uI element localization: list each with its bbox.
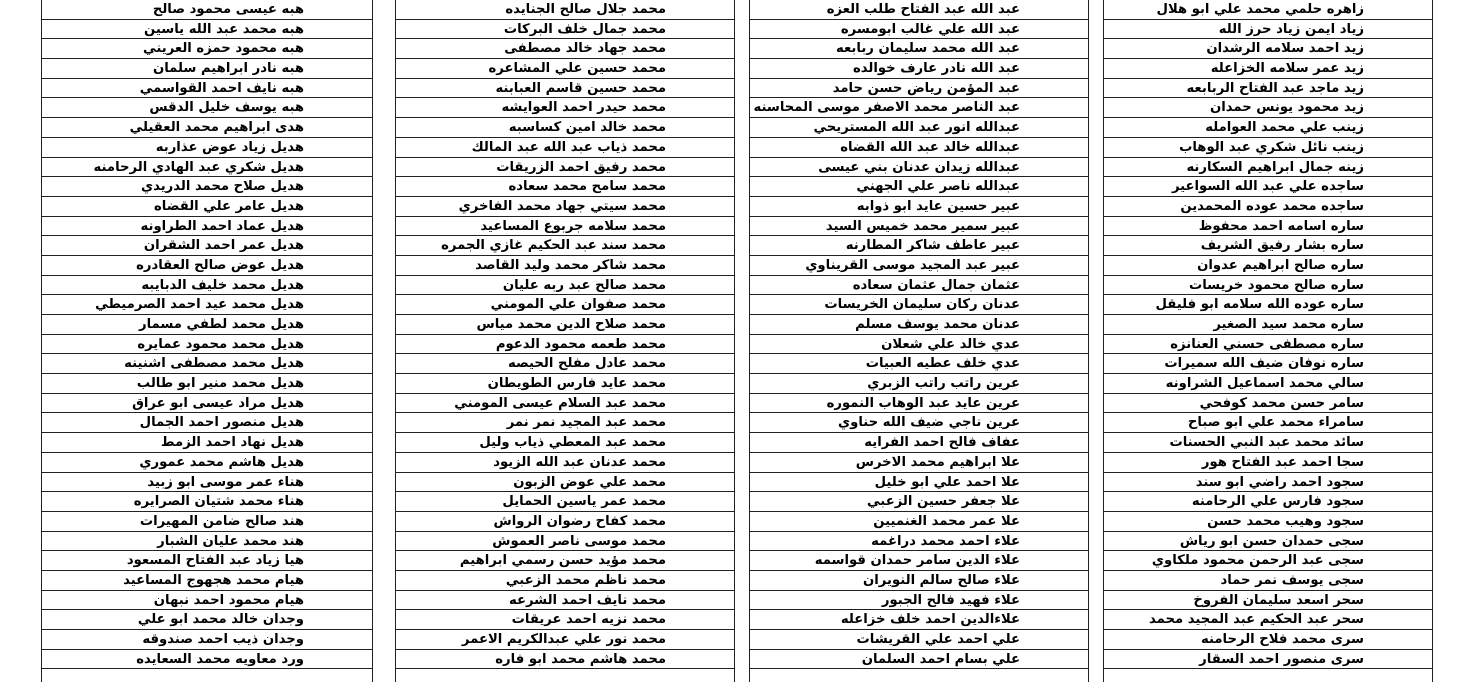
name-cell: عبدالله انور عبد الله المستريحي bbox=[750, 118, 1088, 138]
name-cell: سجود وهيب محمد حسن bbox=[1104, 512, 1432, 532]
name-cell: عبد المؤمن رياض حسن حامد bbox=[750, 79, 1088, 99]
name-cell: محمد نزيه احمد عريقات bbox=[396, 610, 734, 630]
name-cell: هبه عيسى محمود صالح bbox=[42, 0, 372, 20]
name-cell: محمد عدنان عبد الله الزيود bbox=[396, 453, 734, 473]
name-cell: هيام محمود احمد نبهان bbox=[42, 591, 372, 611]
name-cell: سجى عبد الرحمن محمود ملكاوي bbox=[1104, 551, 1432, 571]
name-cell: محمد علي عوض الزبون bbox=[396, 473, 734, 493]
name-cell: محمد عبد المعطي ذياب وليل bbox=[396, 433, 734, 453]
name-cell: سالي محمد اسماعيل الشراونه bbox=[1104, 374, 1432, 394]
name-cell: هيا زياد عبد الفتاح المسعود bbox=[42, 551, 372, 571]
name-cell: ساجده محمد عوده المحمدين bbox=[1104, 197, 1432, 217]
names-column-4 bbox=[41, 0, 373, 682]
name-cell: هدى ابراهيم محمد العقيلي bbox=[42, 118, 372, 138]
name-cell: زينب علي محمد العوامله bbox=[1104, 118, 1432, 138]
name-cell: علي احمد علي القريشات bbox=[750, 630, 1088, 650]
name-cell: هديل محمد عيد احمد الصرميطي bbox=[42, 295, 372, 315]
name-cell: سحر اسعد سليمان الفروخ bbox=[1104, 591, 1432, 611]
name-cell: محمد جلال صالح الجنايده bbox=[396, 0, 734, 20]
name-cell: محمد عمر ياسين الحمايل bbox=[396, 492, 734, 512]
name-cell: هديل مراد عيسى ابو عراق bbox=[42, 394, 372, 414]
name-cell: محمد هاشم محمد ابو فاره bbox=[396, 650, 734, 670]
name-cell: علاء فهيد فالح الجبور bbox=[750, 591, 1088, 611]
name-cell: محمد نور علي عبدالكريم الاعمر bbox=[396, 630, 734, 650]
name-cell: هديل شكري عبد الهادي الرحامنه bbox=[42, 158, 372, 178]
name-cell: سجى حمدان حسن ابو رياش bbox=[1104, 532, 1432, 552]
name-cell: سجا احمد عبد الفتاح هور bbox=[1104, 453, 1432, 473]
name-cell: ساره اسامه احمد محفوظ bbox=[1104, 217, 1432, 237]
names-column-3 bbox=[395, 0, 735, 682]
name-cell: سجى يوسف نمر حماد bbox=[1104, 571, 1432, 591]
name-cell: هديل محمد محمود عمايره bbox=[42, 335, 372, 355]
name-cell: محمد شاكر محمد وليد القاصد bbox=[396, 256, 734, 276]
name-cell: عبدالله ناصر علي الجهني bbox=[750, 177, 1088, 197]
name-cell: سحر عبد الحكيم عبد المجيد محمد bbox=[1104, 610, 1432, 630]
name-cell: هند صالح ضامن المهيرات bbox=[42, 512, 372, 532]
name-cell: هديل عامر علي القضاه bbox=[42, 197, 372, 217]
name-cell: هبه محمد عبد الله ياسين bbox=[42, 20, 372, 40]
name-cell: سجود احمد راضي ابو سند bbox=[1104, 473, 1432, 493]
name-cell: محمد ذياب عبد الله عبد المالك bbox=[396, 138, 734, 158]
name-cell: علا احمد علي ابو خليل bbox=[750, 473, 1088, 493]
name-cell: محمد سيتي جهاد محمد الفاخري bbox=[396, 197, 734, 217]
name-cell: وجدان خالد محمد ابو علي bbox=[42, 610, 372, 630]
name-cell: ساجده علي عبد الله السواعير bbox=[1104, 177, 1432, 197]
name-cell: هديل هاشم محمد عموري bbox=[42, 453, 372, 473]
name-cell: محمد خالد امين كساسبه bbox=[396, 118, 734, 138]
name-cell: علا جعفر حسين الزعبي bbox=[750, 492, 1088, 512]
name-cell: زياد ايمن زياد حرز الله bbox=[1104, 20, 1432, 40]
name-cell: محمد صفوان علي المومني bbox=[396, 295, 734, 315]
name-cell: هبه محمود حمزه العريني bbox=[42, 39, 372, 59]
name-cell: هديل عماد احمد الطراونه bbox=[42, 217, 372, 237]
name-cell: محمد عبد المجيد نمر نمر bbox=[396, 413, 734, 433]
name-cell: محمد ناظم محمد الزعبي bbox=[396, 571, 734, 591]
name-cell: محمد جمال خلف البركات bbox=[396, 20, 734, 40]
names-column-1 bbox=[1103, 0, 1433, 682]
name-cell: عبير عاطف شاكر المطارنه bbox=[750, 236, 1088, 256]
name-cell: سامراء محمد علي ابو صباح bbox=[1104, 413, 1432, 433]
name-cell: سجود فارس علي الرحامنه bbox=[1104, 492, 1432, 512]
name-cell: محمد عادل مفلح الحيصه bbox=[396, 354, 734, 374]
name-cell: هيام محمد هجهوج المساعيد bbox=[42, 571, 372, 591]
name-cell: عبير حسين عايد ابو ذوابه bbox=[750, 197, 1088, 217]
name-cell: عدي خالد علي شعلان bbox=[750, 335, 1088, 355]
name-cell: محمد نايف احمد الشرعه bbox=[396, 591, 734, 611]
name-cell: ساره بشار رفيق الشريف bbox=[1104, 236, 1432, 256]
name-cell: عفاف فالح احمد الفرايه bbox=[750, 433, 1088, 453]
name-cell: علي بسام احمد السلمان bbox=[750, 650, 1088, 670]
name-cell: ساره مصطفى حسني العنانزه bbox=[1104, 335, 1432, 355]
names-column-2 bbox=[749, 0, 1089, 682]
name-cell: هديل صلاح محمد الدريدي bbox=[42, 177, 372, 197]
name-cell: هديل منصور احمد الجمال bbox=[42, 413, 372, 433]
name-cell: وجدان ذيب احمد صندوقه bbox=[42, 630, 372, 650]
name-cell: هديل عمر احمد الشقران bbox=[42, 236, 372, 256]
name-cell: علا ابراهيم محمد الاخرس bbox=[750, 453, 1088, 473]
name-cell: عدنان ركان سليمان الخريسات bbox=[750, 295, 1088, 315]
name-cell: سامر حسن محمد كوفحي bbox=[1104, 394, 1432, 414]
name-cell: هناء عمر موسى ابو زبيد bbox=[42, 473, 372, 493]
name-cell: عرين راتب راتب الزبري bbox=[750, 374, 1088, 394]
name-cell: محمد عايد فارس الطويطان bbox=[396, 374, 734, 394]
name-cell: زينه جمال ابراهيم السكارنه bbox=[1104, 158, 1432, 178]
name-cell: هديل زياد عوض عذاربه bbox=[42, 138, 372, 158]
name-cell: عبد الناصر محمد الاصفر موسى المحاسنه bbox=[750, 98, 1088, 118]
name-cell: ساره صالح ابراهيم عدوان bbox=[1104, 256, 1432, 276]
name-cell: علاء صالح سالم النويران bbox=[750, 571, 1088, 591]
name-cell: محمد موسى ناصر العموش bbox=[396, 532, 734, 552]
name-cell: هبه نايف احمد القواسمي bbox=[42, 79, 372, 99]
name-cell: علاء احمد محمد دراغمه bbox=[750, 532, 1088, 552]
name-cell: عبد الله عبد الفتاح طلب العزه bbox=[750, 0, 1088, 20]
name-cell: محمد حسين قاسم العبابنه bbox=[396, 79, 734, 99]
name-cell: هديل عوض صالح العقادره bbox=[42, 256, 372, 276]
name-cell: زيد عمر سلامه الخزاعله bbox=[1104, 59, 1432, 79]
name-cell: عبد الله علي غالب ابومسره bbox=[750, 20, 1088, 40]
name-cell: عبد الله نادر عارف خوالده bbox=[750, 59, 1088, 79]
name-cell: محمد حسين علي المشاعره bbox=[396, 59, 734, 79]
name-cell: عدنان محمد يوسف مسلم bbox=[750, 315, 1088, 335]
name-cell: ساره محمد سيد الصغير bbox=[1104, 315, 1432, 335]
name-cell: عبدالله زيدان عدنان بني عيسى bbox=[750, 158, 1088, 178]
name-cell: محمد عبد السلام عيسى المومني bbox=[396, 394, 734, 414]
name-cell: هند محمد عليان الشبار bbox=[42, 532, 372, 552]
name-cell: محمد سلامه جربوع المساعيد bbox=[396, 217, 734, 237]
name-cell: هديل محمد مصطفى اشنينه bbox=[42, 354, 372, 374]
name-cell: هبه نادر ابراهيم سلمان bbox=[42, 59, 372, 79]
name-cell: هديل محمد لطفي مسمار bbox=[42, 315, 372, 335]
name-cell: ورد معاويه محمد السعايده bbox=[42, 650, 372, 670]
name-cell: علا عمر محمد الغنميين bbox=[750, 512, 1088, 532]
name-cell: هديل محمد منير ابو طالب bbox=[42, 374, 372, 394]
name-cell: هديل محمد خليف الدبايبه bbox=[42, 276, 372, 296]
name-cell: عبير سمير محمد خميس السيد bbox=[750, 217, 1088, 237]
name-cell: عبير عبد المجيد موسى القريناوي bbox=[750, 256, 1088, 276]
name-cell: سرى محمد فلاح الرحامنه bbox=[1104, 630, 1432, 650]
name-cell: سائد محمد عبد النبي الحسنات bbox=[1104, 433, 1432, 453]
name-cell: محمد حيدر احمد العوايشه bbox=[396, 98, 734, 118]
name-cell: محمد جهاد خالد مصطفى bbox=[396, 39, 734, 59]
name-cell: محمد طعمه محمود الدعوم bbox=[396, 335, 734, 355]
name-cell: عبدالله خالد عبد الله القضاه bbox=[750, 138, 1088, 158]
name-cell: عثمان جمال عثمان سعاده bbox=[750, 276, 1088, 296]
name-cell: زيد ماجد عبد الفتاح الربابعه bbox=[1104, 79, 1432, 99]
name-cell: محمد صلاح الدين محمد مياس bbox=[396, 315, 734, 335]
name-cell: عدي خلف عطيه العبيات bbox=[750, 354, 1088, 374]
name-cell: هناء محمد شتيان الصرايره bbox=[42, 492, 372, 512]
name-cell: سرى منصور احمد السقار bbox=[1104, 650, 1432, 670]
name-cell: ساره نوفان ضيف الله سميرات bbox=[1104, 354, 1432, 374]
name-cell: زيد احمد سلامه الرشدان bbox=[1104, 39, 1432, 59]
name-cell: زيد محمود يونس حمدان bbox=[1104, 98, 1432, 118]
name-cell: علاءالدين احمد خلف خزاعله bbox=[750, 610, 1088, 630]
name-cell: محمد صالح عبد ربه عليان bbox=[396, 276, 734, 296]
name-cell: هديل نهاد احمد الزمط bbox=[42, 433, 372, 453]
name-cell: علاء الدين سامر حمدان قواسمه bbox=[750, 551, 1088, 571]
name-cell: عرين ناجي ضيف الله حناوي bbox=[750, 413, 1088, 433]
name-cell: هبه يوسف خليل الدقس bbox=[42, 98, 372, 118]
name-cell: محمد سامح محمد سعاده bbox=[396, 177, 734, 197]
name-cell: عبد الله محمد سليمان ربابعه bbox=[750, 39, 1088, 59]
name-cell: عرين عايد عبد الوهاب النموره bbox=[750, 394, 1088, 414]
name-cell: محمد مؤيد حسن رسمي ابراهيم bbox=[396, 551, 734, 571]
name-cell: ساره صالح محمود خريسات bbox=[1104, 276, 1432, 296]
name-cell: زينب نائل شكري عبد الوهاب bbox=[1104, 138, 1432, 158]
name-cell: زاهره حلمي محمد علي ابو هلال bbox=[1104, 0, 1432, 20]
name-cell: ساره عوده الله سلامه ابو فليقل bbox=[1104, 295, 1432, 315]
name-cell: محمد سند عبد الحكيم غازي الجمره bbox=[396, 236, 734, 256]
name-cell: محمد كفاح رضوان الرواش bbox=[396, 512, 734, 532]
name-cell: محمد رفيق احمد الزريقات bbox=[396, 158, 734, 178]
